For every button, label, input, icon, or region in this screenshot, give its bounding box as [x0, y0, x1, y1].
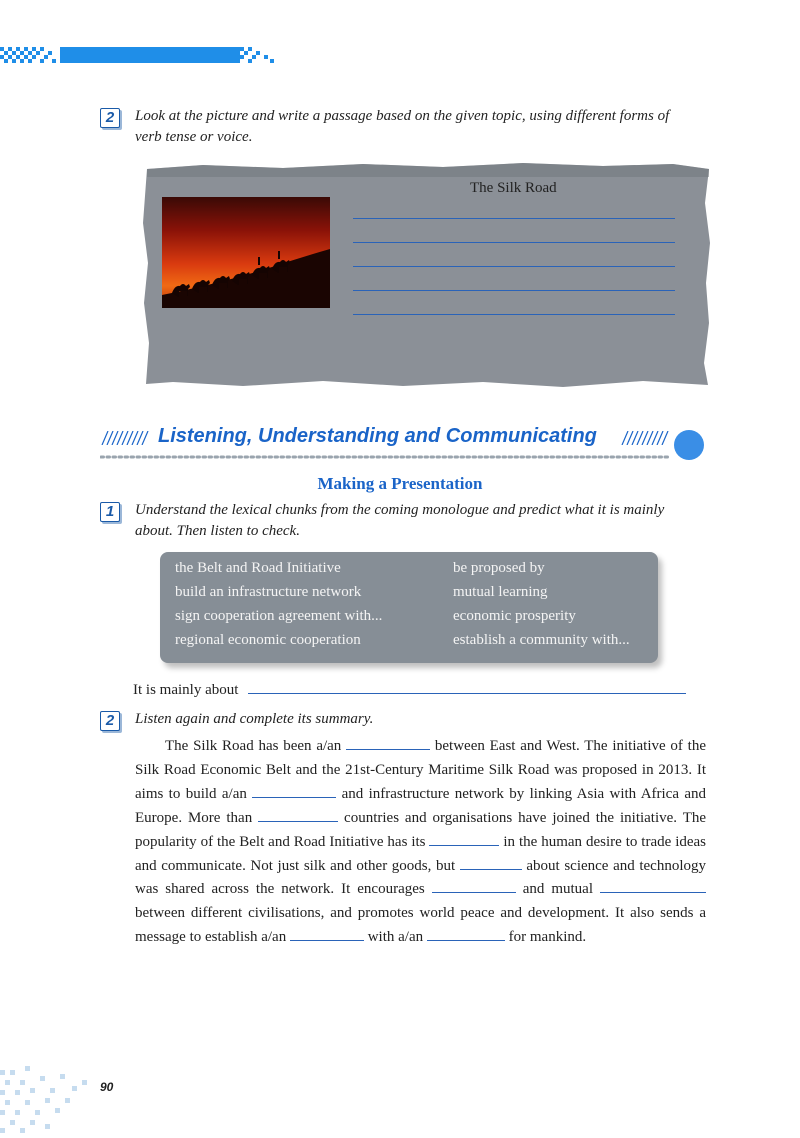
- footer-pixel-ornament: [0, 1062, 95, 1138]
- chunk-item: build an infrastructure network: [175, 584, 362, 600]
- chunk-item: sign cooperation agreement with...: [175, 608, 383, 624]
- answer-line[interactable]: [248, 693, 686, 694]
- exercise-number-badge: 2: [100, 108, 120, 128]
- writing-line[interactable]: [353, 314, 675, 315]
- summary-blank[interactable]: [290, 926, 364, 941]
- summary-blank[interactable]: [258, 807, 338, 822]
- heading-hatch-left: [100, 431, 150, 445]
- chunk-item: be proposed by: [453, 560, 545, 576]
- section-title: Listening, Understanding and Communicating: [158, 425, 597, 447]
- summary-text: and mutual: [522, 881, 594, 898]
- writing-line[interactable]: [353, 218, 675, 219]
- answer-prompt: It is mainly about: [133, 682, 239, 698]
- summary-blank[interactable]: [427, 926, 505, 941]
- exercise-instruction: [135, 500, 710, 542]
- topic-title: The Silk Road: [470, 180, 557, 196]
- exercise-number-badge: 2: [100, 711, 120, 731]
- chunk-item: economic prosperity: [453, 608, 576, 624]
- writing-line[interactable]: [353, 242, 675, 243]
- chunk-item: mutual learning: [453, 584, 548, 600]
- summary-blank[interactable]: [346, 735, 430, 750]
- summary-text: in the human desire to trade ideas and communicate. Not just silk and other goods, but: [135, 833, 707, 874]
- summary-text: between East and West. The initiative of the Silk Road Economic Belt and the 21st-Century Maritime Silk Road was proposed in 2013. It aims to build a/an: [135, 738, 707, 802]
- silk-road-camel-photo: [162, 197, 330, 308]
- summary-text: with a/an: [367, 929, 424, 946]
- summary-blank[interactable]: [600, 878, 706, 893]
- summary-blank[interactable]: [432, 878, 516, 893]
- summary-paragraph: [135, 735, 706, 950]
- dotted-divider: [100, 455, 670, 459]
- camel-caravan-silhouette: [162, 197, 330, 308]
- summary-text: for mankind.: [508, 929, 587, 946]
- summary-text: about science and technology was shared across the network. It encourages: [135, 857, 706, 898]
- chunk-item: establish a community with...: [453, 632, 630, 648]
- instruction-line: about. Then listen to check.: [135, 523, 300, 539]
- summary-blank[interactable]: [460, 855, 522, 870]
- chunk-item: regional economic cooperation: [175, 632, 361, 648]
- lexical-chunks-box: [160, 552, 658, 663]
- subsection-heading: Making a Presentation: [317, 474, 483, 493]
- header-decorative-band: [0, 44, 300, 66]
- summary-text: The Silk Road has been a/an: [165, 738, 342, 754]
- summary-text: between different civilisations, and promotes world peace and development. It also sends a message to establish a/an: [135, 905, 706, 946]
- summary-text: and infrastructure network by linking Asia with Africa and Europe. More than: [135, 785, 707, 826]
- exercise-number-badge: 1: [100, 502, 120, 522]
- summary-blank[interactable]: [429, 831, 499, 846]
- page-number: 90: [100, 1080, 114, 1094]
- instruction-line: Understand the lexical chunks from the coming monologue and predict what it is mainly: [135, 502, 665, 518]
- instruction-line: Look at the picture and write a passage based on the given topic, using different forms of: [135, 108, 670, 124]
- summary-blank[interactable]: [252, 783, 336, 798]
- writing-line[interactable]: [353, 266, 675, 267]
- exercise-instruction: [135, 106, 710, 148]
- heading-hatch-right: [620, 431, 670, 445]
- writing-line[interactable]: [353, 290, 675, 291]
- chunk-item: the Belt and Road Initiative: [175, 560, 341, 576]
- section-dot-ornament: [674, 430, 704, 460]
- summary-text: countries and organisations have joined the initiative. The popularity of the Belt and Road Initiative has its: [135, 809, 707, 850]
- exercise-instruction: Listen again and complete its summary.: [135, 711, 374, 727]
- instruction-line: verb tense or voice.: [135, 129, 253, 145]
